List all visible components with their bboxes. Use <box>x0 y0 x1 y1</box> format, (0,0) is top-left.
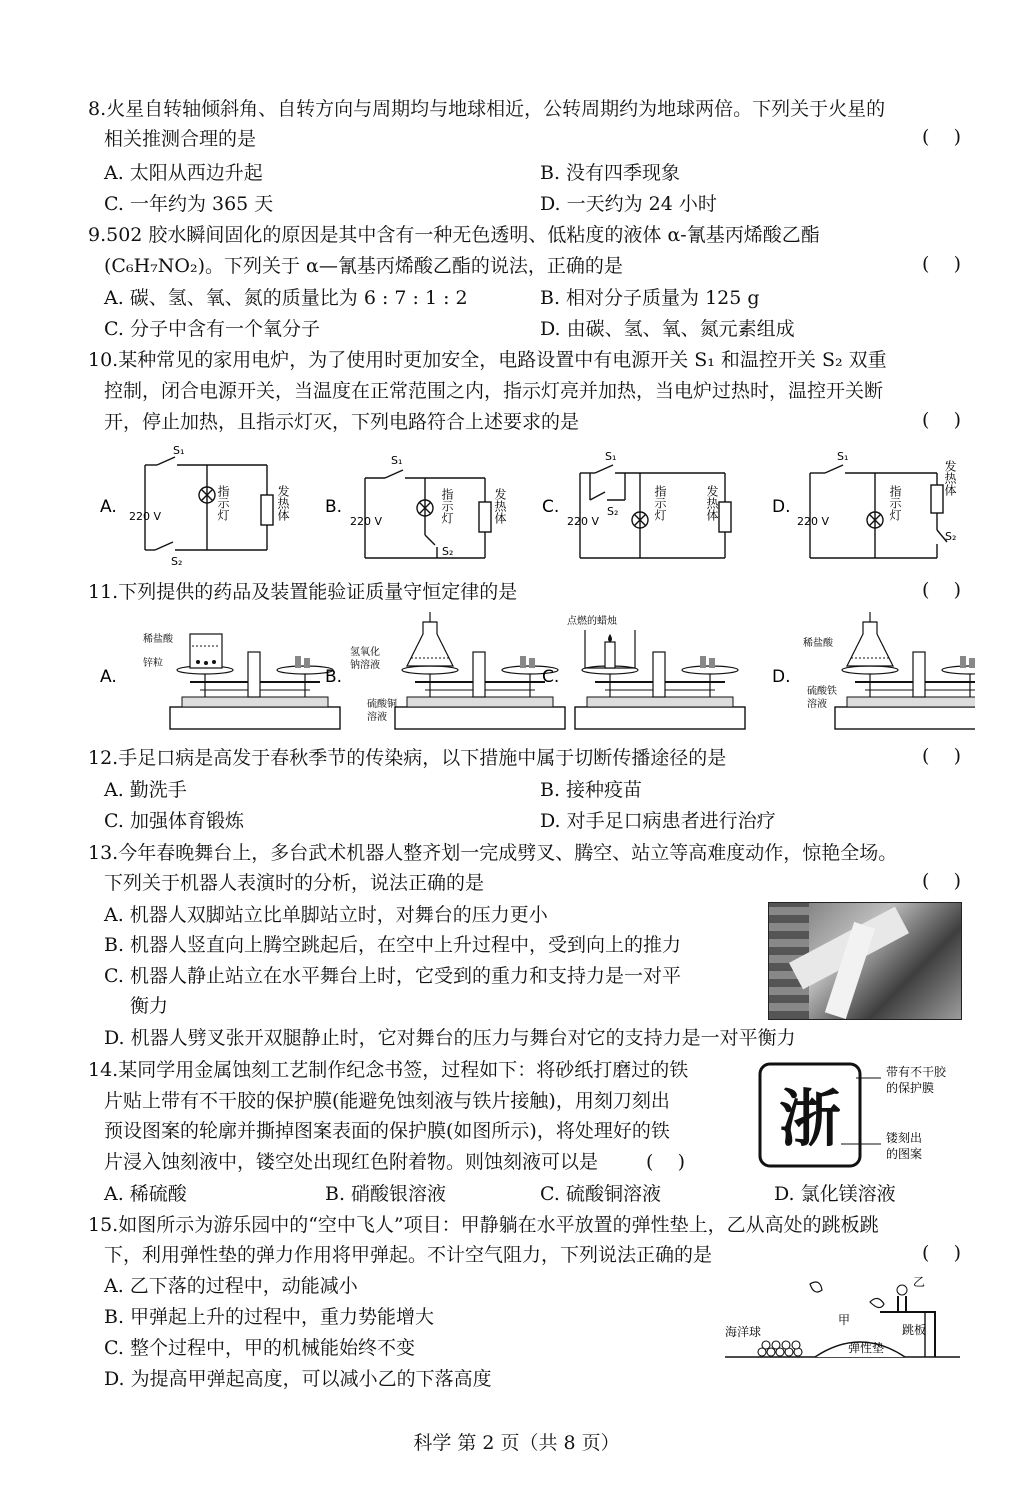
q9-option-b: B. 相对分子质量为 125 g <box>540 287 760 309</box>
person-jia-high <box>810 1282 822 1292</box>
balance-b-label: B. <box>325 667 343 687</box>
bookmark-pattern-glyph: 浙 <box>778 1082 842 1155</box>
q15-option-a: A. 乙下落的过程中，动能减小 <box>104 1275 358 1297</box>
q15-option-b: B. 甲弹起上升的过程中，重力势能增大 <box>104 1306 435 1328</box>
label-ocean-ball: 海洋球 <box>725 1325 762 1339</box>
circuit-d-label: D. <box>772 497 791 517</box>
balance-d-acid: 稀盐酸 <box>803 638 833 649</box>
balance-a-label: A. <box>100 667 117 687</box>
bookmark-etching-figure <box>756 1058 976 1173</box>
q13-stem-line2: 下列关于机器人表演时的分析，说法正确的是 <box>104 872 485 894</box>
circuit-d <box>810 465 947 558</box>
circuit-c-s1: S₁ <box>605 450 617 463</box>
person-jia-mid <box>870 1298 884 1307</box>
q15-stem-line1: 15.如图所示为游乐园中的“空中飞人”项目：甲静躺在水平放置的弹性垫上，乙从高处的跳板跳 <box>88 1214 879 1236</box>
q14-option-b: B. 硝酸银溶液 <box>325 1183 447 1205</box>
circuit-d-heater-label: 发热体 <box>943 460 957 496</box>
q15-option-d: D. 为提高甲弹起高度，可以减小乙的下落高度 <box>104 1368 492 1390</box>
balance-a-zinc: 锌粒 <box>143 658 163 669</box>
q8-answer-bracket: ( ) <box>922 126 961 148</box>
q11-stem: 11.下列提供的药品及装置能验证质量守恒定律的是 <box>88 581 518 603</box>
circuit-d-s1: S₁ <box>837 450 849 463</box>
q8-option-d: D. 一天约为 24 小时 <box>540 193 717 215</box>
circuit-b <box>365 470 491 558</box>
q12-option-b: B. 接种疫苗 <box>540 779 643 801</box>
q13-answer-bracket: ( ) <box>922 870 961 892</box>
label-etched-pattern-2: 的图案 <box>886 1147 923 1161</box>
q8-option-b: B. 没有四季现象 <box>540 162 681 184</box>
circuit-c-s2: S₂ <box>607 505 619 518</box>
circuit-b-s2: S₂ <box>442 545 454 558</box>
circuit-c-lamp-label: 指示灯 <box>653 485 667 521</box>
circuit-d-lamp-label: 指示灯 <box>888 485 902 521</box>
label-protective-film-1: 带有不干胶 <box>886 1065 947 1079</box>
balance-d-fe-2: 溶液 <box>807 699 827 710</box>
circuit-b-s1: S₁ <box>391 454 403 467</box>
q9-option-a: A. 碳、氢、氧、氮的质量比为 6 : 7 : 1 : 2 <box>104 287 468 309</box>
q13-option-b: B. 机器人竖直向上腾空跳起后，在空中上升过程中，受到向上的推力 <box>104 934 682 956</box>
balance-d-fe-1: 硫酸铁 <box>807 686 837 697</box>
q14-option-a: A. 稀硫酸 <box>104 1183 187 1205</box>
balance-c-candle: 点燃的蜡烛 <box>567 616 617 627</box>
page-footer: 科学 第 2 页（共 8 页） <box>413 1432 620 1454</box>
label-etched-pattern-1: 镂刻出 <box>886 1131 923 1145</box>
circuit-c-heater-label: 发热体 <box>705 485 719 521</box>
balance-b-naoh-1: 氢氧化 <box>350 647 380 658</box>
circuit-b-label: B. <box>325 497 343 517</box>
circuit-a-heater-label: 发热体 <box>276 485 290 521</box>
balance-b-cu-1: 硫酸铜 <box>367 699 397 710</box>
circuit-a-s1: S₁ <box>173 444 185 457</box>
q11-balance-figures <box>95 612 975 737</box>
q15-answer-bracket: ( ) <box>922 1242 961 1264</box>
balance-d <box>835 612 975 729</box>
label-elastic-pad: 弹性垫 <box>848 1341 885 1355</box>
balance-c <box>575 630 745 729</box>
q14-option-c: C. 硫酸铜溶液 <box>540 1183 661 1205</box>
q15-stem-line2: 下，利用弹性垫的弹力作用将甲弹起。不计空气阻力，下列说法正确的是 <box>104 1244 713 1266</box>
circuit-b-heater-label: 发热体 <box>493 488 507 524</box>
circuit-d-voltage: 220 V <box>797 515 830 528</box>
q13-option-d: D. 机器人劈叉张开双腿静止时，它对舞台的压力与舞台对它的支持力是一对平衡力 <box>104 1027 796 1049</box>
q13-option-a: A. 机器人双脚站立比单脚站立时，对舞台的压力更小 <box>104 904 548 926</box>
q10-answer-bracket: ( ) <box>922 409 961 431</box>
q12-stem: 12.手足口病是高发于春秋季节的传染病，以下措施中属于切断传播途径的是 <box>88 747 727 769</box>
q12-option-a: A. 勤洗手 <box>104 779 187 801</box>
q14-stem-line3: 预设图案的轮廓并撕掉图案表面的保护膜(如图所示)，将处理好的铁 <box>104 1120 670 1142</box>
q10-stem-line1: 10.某种常见的家用电炉，为了使用时更加安全，电路设置中有电源开关 S₁ 和温控开关 S₂ 双重 <box>88 349 887 371</box>
q9-stem-line1: 9.502 胶水瞬间固化的原因是其中含有一种无色透明、低粘度的液体 α-氰基丙烯酸乙酯 <box>88 224 820 246</box>
q14-stem-line2: 片贴上带有不干胶的保护膜(能避免蚀刻液与铁片接触)，用刻刀刻出 <box>104 1090 670 1112</box>
q10-circuit-figures <box>95 440 975 570</box>
balance-a-acid: 稀盐酸 <box>143 634 173 645</box>
q10-stem-line3: 开，停止加热，且指示灯灭，下列电路符合上述要求的是 <box>104 411 580 433</box>
circuit-a-voltage: 220 V <box>129 510 162 523</box>
label-yi: 乙 <box>913 1275 926 1289</box>
q8-stem-line2: 相关推测合理的是 <box>104 128 257 150</box>
q9-answer-bracket: ( ) <box>922 253 961 275</box>
q11-answer-bracket: ( ) <box>922 579 961 601</box>
q15-option-c: C. 整个过程中，甲的机械能始终不变 <box>104 1337 415 1359</box>
q8-option-c: C. 一年约为 365 天 <box>104 193 274 215</box>
sky-flyer-figure <box>720 1272 970 1372</box>
robot-performance-photo <box>768 902 962 1020</box>
circuit-a-label: A. <box>100 497 117 517</box>
q9-option-d: D. 由碳、氢、氧、氮元素组成 <box>540 318 795 340</box>
q9-stem-line2: (C₆H₇NO₂)。下列关于 α—氰基丙烯酸乙酯的说法，正确的是 <box>104 255 623 277</box>
label-protective-film-2: 的保护膜 <box>886 1081 935 1095</box>
balance-c-label: C. <box>542 667 560 687</box>
circuit-c-voltage: 220 V <box>567 515 600 528</box>
q8-stem-line1: 8.火星自转轴倾斜角、自转方向与周期均与地球相近，公转周期约为地球两倍。下列关于火星的 <box>88 98 886 120</box>
q14-option-d: D. 氯化镁溶液 <box>774 1183 896 1205</box>
q13-option-c-line2: 衡力 <box>130 995 169 1017</box>
circuit-a-s2: S₂ <box>171 555 183 568</box>
q12-answer-bracket: ( ) <box>922 745 961 767</box>
q10-stem-line2: 控制，闭合电源开关，当温度在正常范围之内，指示灯亮并加热，当电炉过热时，温控开关断 <box>104 380 884 402</box>
balance-a <box>170 634 343 729</box>
circuit-b-lamp-label: 指示灯 <box>440 488 454 524</box>
q14-stem-line1: 14.某同学用金属蚀刻工艺制作纪念书签，过程如下：将砂纸打磨过的铁 <box>88 1059 689 1081</box>
q8-option-a: A. 太阳从西边升起 <box>104 162 263 184</box>
circuit-c-label: C. <box>542 497 560 517</box>
q14-answer-bracket: ( ) <box>646 1151 685 1173</box>
person-yi <box>898 1296 906 1312</box>
circuit-b-voltage: 220 V <box>350 515 383 528</box>
balance-b <box>395 612 565 729</box>
ocean-balls <box>758 1341 802 1356</box>
circuit-a-lamp-label: 指示灯 <box>216 485 230 521</box>
q12-option-c: C. 加强体育锻炼 <box>104 810 244 832</box>
label-springboard: 跳板 <box>902 1323 927 1337</box>
q13-stem-line1: 13.今年春晚舞台上，多台武术机器人整齐划一完成劈叉、腾空、站立等高难度动作，惊艳全场。 <box>88 842 898 864</box>
balance-b-naoh-2: 钠溶液 <box>350 660 380 671</box>
circuit-a <box>145 457 273 550</box>
q9-option-c: C. 分子中含有一个氧分子 <box>104 318 320 340</box>
q13-option-c-line1: C. 机器人静止站立在水平舞台上时，它受到的重力和支持力是一对平 <box>104 965 681 987</box>
balance-d-label: D. <box>772 667 791 687</box>
balance-b-cu-2: 溶液 <box>367 712 387 723</box>
q14-stem-line4: 片浸入蚀刻液中，镂空处出现红色附着物。则蚀刻液可以是 <box>104 1151 599 1173</box>
circuit-d-s2: S₂ <box>945 530 957 543</box>
q12-option-d: D. 对手足口病患者进行治疗 <box>540 810 776 832</box>
label-jia: 甲 <box>838 1313 851 1327</box>
